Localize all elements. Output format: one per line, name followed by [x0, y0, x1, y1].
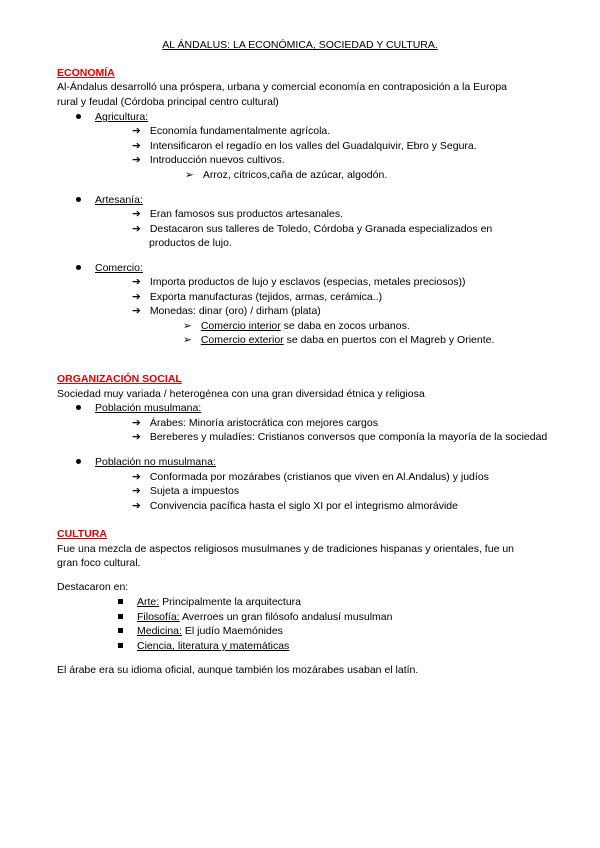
sub-list-item: ➢ Comercio interior se daba en zocos urbanos. [183, 320, 410, 332]
organizacion-intro: Sociedad muy variada / heterogénea con una gran diversidad étnica y religiosa [57, 388, 425, 400]
heading-organizacion-social: ORGANIZACIÓN SOCIAL [57, 373, 182, 385]
sub-list-item: ➢ Comercio exterior se daba en puertos con el Magreb y Oriente. [183, 334, 495, 346]
list-item: Medicina: El judío Maemónides [118, 624, 283, 638]
arrowhead-icon: ➢ [183, 334, 192, 346]
bullet-artesania [76, 193, 143, 207]
arrow-right-icon: ➔ [132, 125, 141, 137]
comercio-label: Comercio: [95, 262, 143, 274]
square-bullet-icon [118, 599, 123, 604]
cultura-destacaron: Destacaron en: [57, 581, 129, 593]
list-item: ➔ Importa productos de lujo y esclavos (especias, metales preciosos)) [132, 276, 466, 288]
cultura-closing: El árabe era su idioma oficial, aunque también los mozárabes usaban el latín. [57, 664, 419, 676]
arrow-right-icon: ➔ [132, 223, 141, 235]
bullet-dot-icon [76, 459, 81, 464]
sub-list-item: ➢ Arroz, cítricos,caña de azúcar, algodón. [185, 169, 388, 181]
artesania-label: Artesanía: [95, 194, 143, 206]
bullet-poblacion-musulmana: Población musulmana: [76, 401, 201, 415]
list-item: Filosofía: Averroes un gran filósofo andalusí musulman [118, 610, 392, 624]
list-item: ➔ Economía fundamentalmente agrícola. [132, 125, 331, 137]
arrowhead-icon: ➢ [183, 320, 192, 332]
cultura-intro-line-1: Fue una mezcla de aspectos religiosos musulmanes y de tradiciones hispanas y orientales, fue un [57, 543, 515, 555]
list-item: ➔ Bereberes y muladíes: Cristianos conversos que componía la mayoría de la sociedad [132, 431, 548, 443]
list-item: ➔ Exporta manufacturas (tejidos, armas, cerámica..) [132, 291, 383, 303]
list-item: ➔ Árabes: Minoría aristocrática con mejores cargos [132, 417, 378, 429]
bullet-comercio [76, 261, 143, 275]
arrowhead-icon: ➢ [185, 169, 194, 181]
list-item: ➔ Eran famosos sus productos artesanales. [132, 208, 343, 220]
square-bullet-icon [118, 628, 123, 633]
arrow-right-icon: ➔ [132, 485, 141, 497]
list-item: ➔ Convivencia pacífica hasta el siglo XI por el integrismo almorávide [132, 500, 458, 512]
list-item: ➔ Introducción nuevos cultivos. [132, 154, 285, 166]
arrow-right-icon: ➔ [132, 154, 141, 166]
arrow-right-icon: ➔ [132, 500, 141, 512]
bullet-poblacion-no-musulmana: Población no musulmana: [76, 455, 216, 469]
arrow-right-icon: ➔ [132, 305, 141, 317]
page-title: AL ÁNDALUS: LA ECONÓMICA, SOCIEDAD Y CULTURA. [162, 39, 438, 51]
bullet-dot-icon [76, 114, 81, 119]
bullet-dot-icon [76, 197, 81, 202]
bullet-agricultura [76, 110, 148, 124]
bullet-dot-icon [76, 405, 81, 410]
arrow-right-icon: ➔ [132, 291, 141, 303]
arrow-right-icon: ➔ [132, 208, 141, 220]
list-item-continuation: productos de lujo. [149, 237, 232, 249]
list-item: ➔ Destacaron sus talleres de Toledo, Córdoba y Granada especializados en [132, 223, 493, 235]
heading-cultura: CULTURA [57, 528, 107, 540]
square-bullet-icon [118, 614, 123, 619]
arrow-right-icon: ➔ [132, 431, 141, 443]
list-item: ➔ Monedas: dinar (oro) / dirham (plata) [132, 305, 321, 317]
cultura-intro-line-2: gran foco cultural. [57, 557, 141, 569]
list-item: Ciencia, literatura y matemáticas [118, 639, 289, 653]
list-item: ➔ Sujeta a impuestos [132, 485, 240, 497]
economia-intro-line-2: rural y feudal (Córdoba principal centro cultural) [57, 96, 279, 108]
arrow-right-icon: ➔ [132, 417, 141, 429]
arrow-right-icon: ➔ [132, 471, 141, 483]
arrow-right-icon: ➔ [132, 276, 141, 288]
heading-economia: ECONOMÍA [57, 67, 115, 79]
agricultura-label: Agricultura: [95, 111, 149, 123]
square-bullet-icon [118, 643, 123, 648]
list-item: ➔ Intensificaron el regadío en los valles del Guadalquivir, Ebro y Segura. [132, 140, 477, 152]
bullet-dot-icon [76, 265, 81, 270]
economia-intro-line-1: Al-Ándalus desarrolló una próspera, urbana y comercial economía en contraposición a la Europa [57, 81, 508, 93]
list-item: Arte: Principalmente la arquitectura [118, 595, 301, 609]
arrow-right-icon: ➔ [132, 140, 141, 152]
list-item: ➔ Conformada por mozárabes (cristianos que viven en Al.Andalus) y judíos [132, 471, 489, 483]
